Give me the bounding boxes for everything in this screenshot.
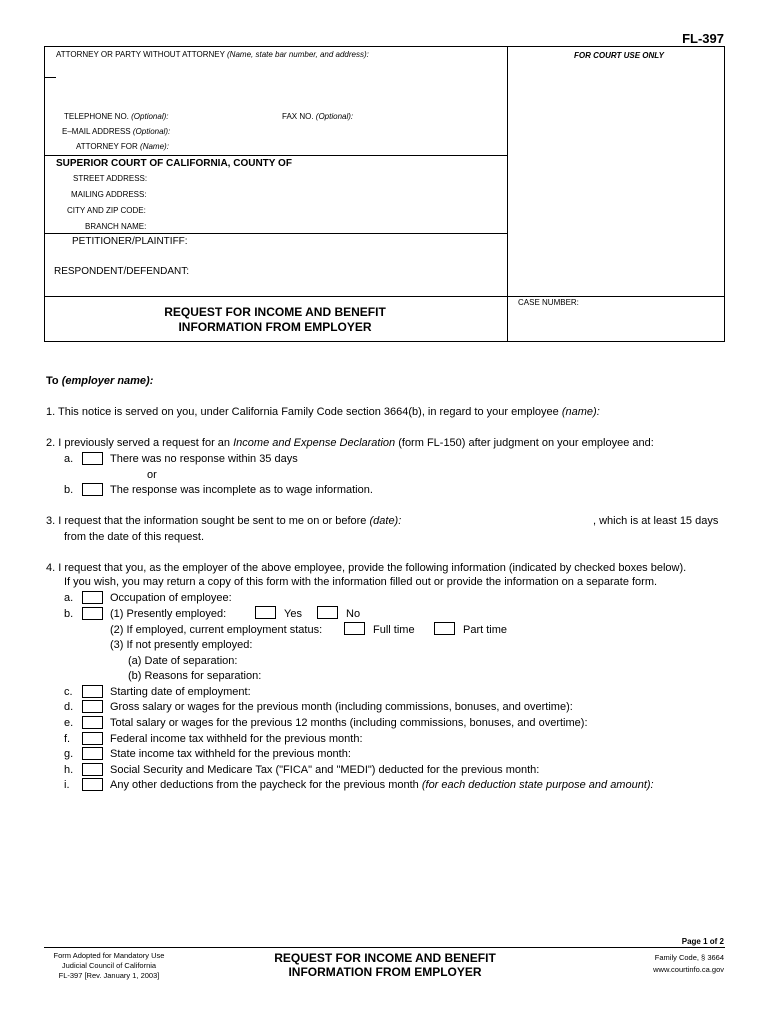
- item-2a-letter: a.: [64, 453, 74, 465]
- item-4a-letter: a.: [64, 592, 74, 604]
- court-title: SUPERIOR COURT OF CALIFORNIA, COUNTY OF: [56, 158, 292, 169]
- branch-label: BRANCH NAME:: [85, 222, 147, 231]
- item-4a-checkbox[interactable]: [82, 591, 103, 604]
- item-2: 2. I previously served a request for an Income and Expense Declaration (form FL-150) after judgment on your employee and:: [46, 437, 654, 449]
- item-4a-text: Occupation of employee:: [110, 592, 232, 604]
- item-4e-letter: e.: [64, 717, 74, 729]
- item-4d-checkbox[interactable]: [82, 700, 103, 713]
- no-checkbox[interactable]: [317, 606, 338, 619]
- item-4c-letter: c.: [64, 686, 73, 698]
- item-2a-text: There was no response within 35 days: [110, 453, 298, 465]
- item-4i-checkbox[interactable]: [82, 778, 103, 791]
- item-4h-text: Social Security and Medicare Tax ("FICA" and "MEDI") deducted for the previous month:: [110, 764, 540, 776]
- item-4i-letter: i.: [64, 779, 70, 791]
- item-4b3a-text: (a) Date of separation:: [128, 655, 238, 667]
- item-2b-checkbox[interactable]: [82, 483, 103, 496]
- item-2b-text: The response was incomplete as to wage information.: [110, 484, 373, 496]
- item-4-line1: 4. I request that you, as the employer of the above employee, provide the following information (indicated by checked boxes below).: [46, 562, 687, 574]
- adoption-note: Form Adopted for Mandatory Use Judicial Council of California FL-397 [Rev. January 1, 2003]: [53, 951, 165, 980]
- item-3-line2: from the date of this request.: [64, 531, 205, 543]
- item-4g-letter: g.: [64, 748, 74, 760]
- item-4h-letter: h.: [64, 764, 74, 776]
- telephone-label: TELEPHONE NO. (Optional):: [64, 112, 169, 121]
- item-3-suffix: , which is at least 15 days: [593, 515, 719, 527]
- case-number-label: CASE NUMBER:: [518, 298, 579, 307]
- item-4h-checkbox[interactable]: [82, 763, 103, 776]
- fax-label: FAX NO. (Optional):: [282, 112, 354, 121]
- item-4f-letter: f.: [64, 733, 71, 745]
- email-label: E–MAIL ADDRESS (Optional):: [62, 127, 171, 136]
- item-2-or: or: [147, 469, 157, 481]
- item-4i-text: Any other deductions from the paycheck for the previous month (for each deduction state purpose and amount):: [110, 779, 654, 791]
- item-4b3-text: (3) If not presently employed:: [110, 639, 253, 651]
- website-link[interactable]: www.courtinfo.ca.gov: [653, 965, 724, 974]
- item-4e-text: Total salary or wages for the previous 12 months (including commissions, bonuses, and overtime):: [110, 717, 588, 729]
- page-number: Page 1 of 2: [681, 937, 724, 946]
- item-2b-letter: b.: [64, 484, 74, 496]
- item-4f-checkbox[interactable]: [82, 732, 103, 745]
- attorney-label: ATTORNEY OR PARTY WITHOUT ATTORNEY (Name, state bar number, and address):: [56, 50, 369, 59]
- item-4-line2: If you wish, you may return a copy of this form with the information filled out or provide the information on a separate form.: [64, 576, 658, 588]
- form-title: REQUEST FOR INCOME AND BENEFIT INFORMATION FROM EMPLOYER: [164, 305, 386, 334]
- item-4b-checkbox[interactable]: [82, 607, 103, 620]
- yes-label: Yes: [284, 608, 302, 620]
- no-label: No: [346, 608, 361, 620]
- petitioner-label: PETITIONER/PLAINTIFF:: [72, 236, 188, 247]
- footer-citation: Family Code, § 3664 www.courtinfo.ca.gov: [653, 953, 724, 974]
- mailing-label: MAILING ADDRESS:: [71, 190, 147, 199]
- item-4d-text: Gross salary or wages for the previous month (including commissions, bonuses, and overtime):: [110, 701, 573, 713]
- full-time-label: Full time: [373, 624, 415, 636]
- item-3: 3. I request that the information sought be sent to me on or before (date):: [46, 515, 402, 527]
- item-4b1-text: (1) Presently employed:: [110, 608, 227, 620]
- item-4e-checkbox[interactable]: [82, 716, 103, 729]
- form-id: FL-397: [682, 31, 724, 46]
- item-4c-text: Starting date of employment:: [110, 686, 251, 698]
- yes-checkbox[interactable]: [255, 606, 276, 619]
- item-1: 1. This notice is served on you, under California Family Code section 3664(b), in regard to your employee (name):: [46, 406, 600, 418]
- attorney-for-label: ATTORNEY FOR (Name):: [76, 142, 169, 151]
- item-4f-text: Federal income tax withheld for the previous month:: [110, 733, 363, 745]
- footer-rule: [44, 947, 725, 948]
- item-2a-checkbox[interactable]: [82, 452, 103, 465]
- item-4g-text: State income tax withheld for the previous month:: [110, 748, 351, 760]
- street-label: STREET ADDRESS:: [73, 174, 148, 183]
- item-4b3b-text: (b) Reasons for separation:: [128, 670, 262, 682]
- part-time-checkbox[interactable]: [434, 622, 455, 635]
- footer-title: REQUEST FOR INCOME AND BENEFIT INFORMATION FROM EMPLOYER: [274, 951, 496, 979]
- item-4b-letter: b.: [64, 608, 74, 620]
- court-use-label: FOR COURT USE ONLY: [574, 51, 664, 60]
- item-4c-checkbox[interactable]: [82, 685, 103, 698]
- full-time-checkbox[interactable]: [344, 622, 365, 635]
- part-time-label: Part time: [463, 624, 508, 636]
- to-employer-label: To (employer name):: [46, 375, 154, 387]
- city-label: CITY AND ZIP CODE:: [67, 206, 146, 215]
- respondent-label: RESPONDENT/DEFENDANT:: [54, 266, 190, 277]
- item-4b2-text: (2) If employed, current employment status:: [110, 624, 323, 636]
- item-4d-letter: d.: [64, 701, 74, 713]
- item-4g-checkbox[interactable]: [82, 747, 103, 760]
